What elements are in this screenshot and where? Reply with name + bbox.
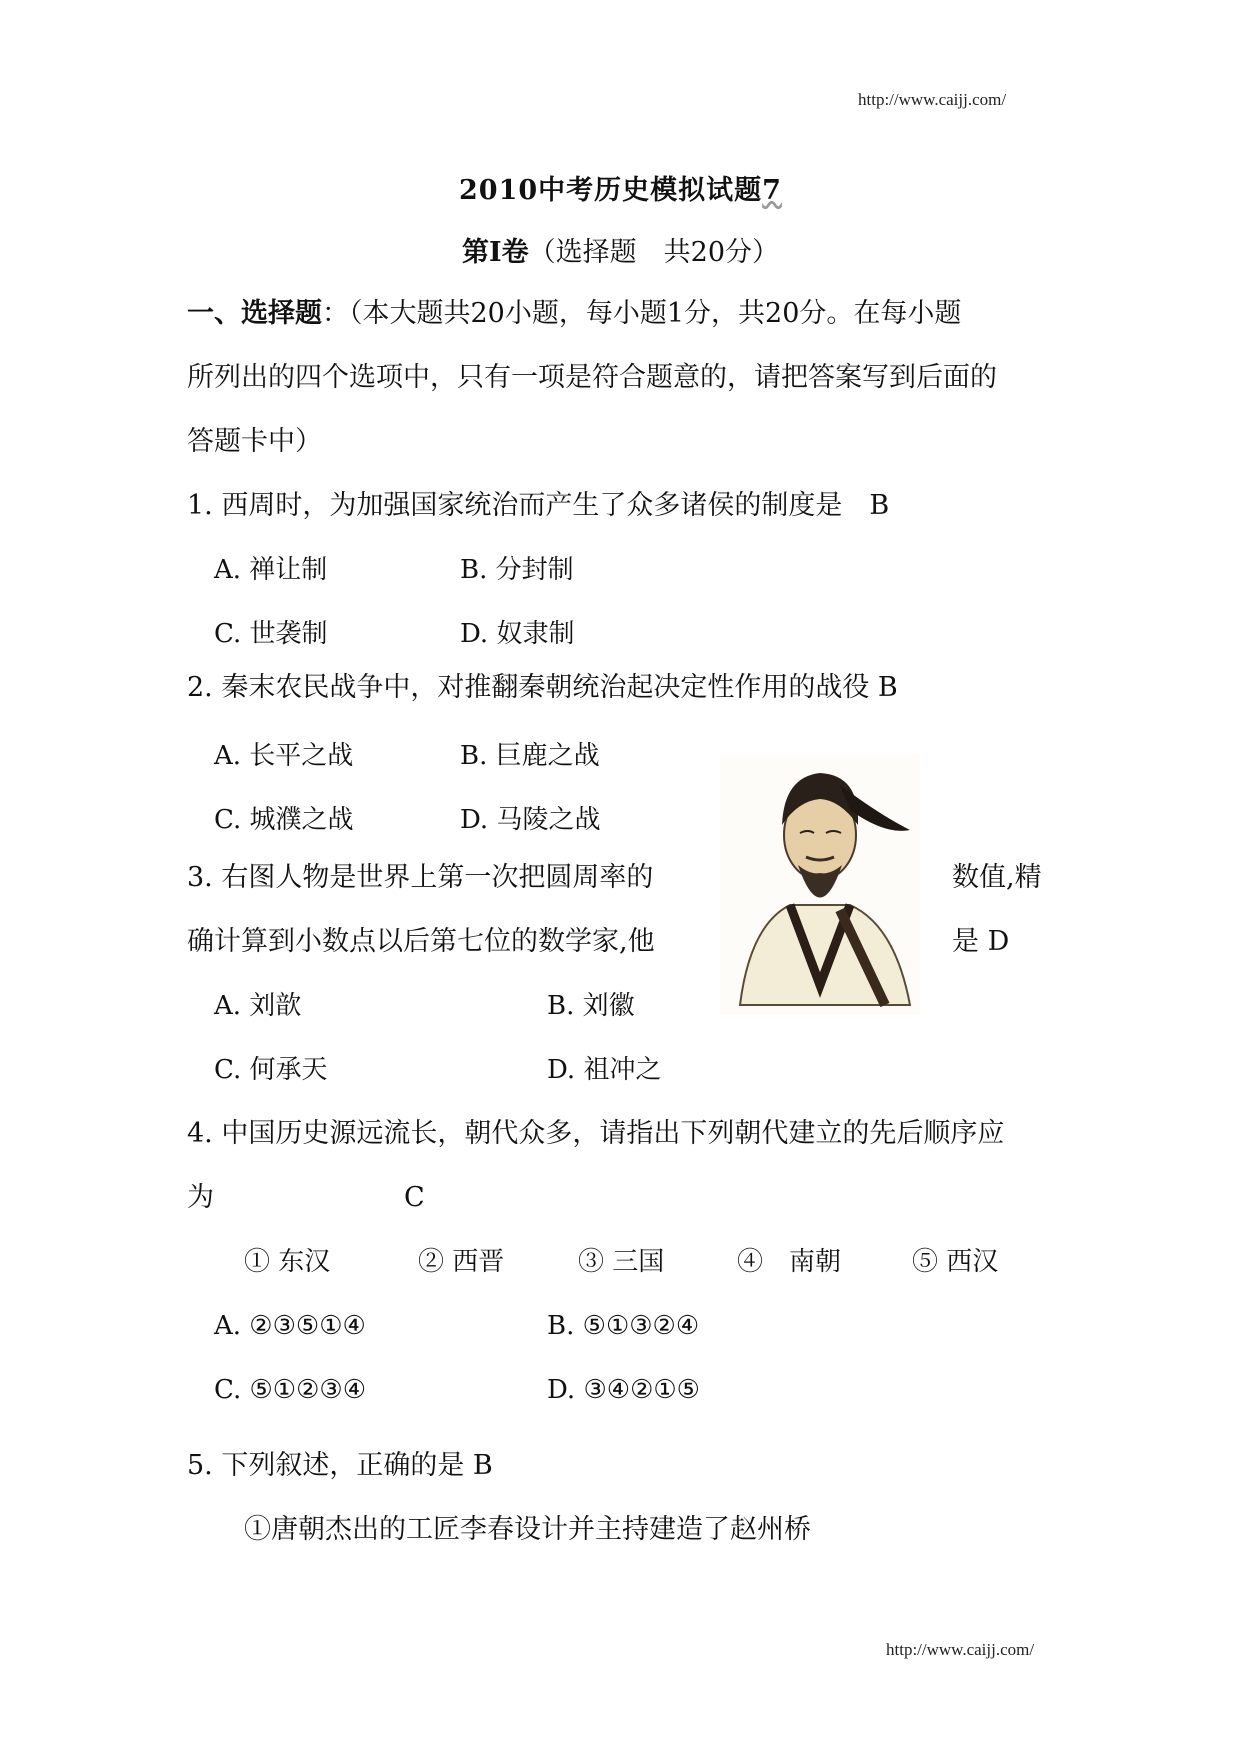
page-title	[0, 168, 1241, 207]
q4-option-d: D. ③④②①⑤	[547, 1375, 700, 1405]
q4-option-a: A. ②③⑤①④	[214, 1311, 366, 1341]
q4-item-3: ③ 三国	[578, 1247, 665, 1277]
question-2-stem: 2. 秦末农民战争中，对推翻秦朝统治起决定性作用的战役 B	[187, 672, 898, 703]
q3-option-a: A. 刘歆	[214, 991, 302, 1021]
subtitle-volume: 第Ⅰ卷	[462, 237, 529, 268]
section-heading: 一、选择题	[187, 298, 322, 329]
question-3-stem-left-2: 确计算到小数点以后第七位的数学家,他	[187, 926, 655, 957]
q2-option-c: C. 城濮之战	[214, 805, 354, 835]
title-number: 7	[762, 175, 782, 206]
q4-item-4: ④ 南朝	[737, 1247, 842, 1277]
q3-option-c: C. 何承天	[214, 1055, 328, 1085]
q4-item-1: ① 东汉	[244, 1247, 331, 1277]
q1-option-d: D. 奴隶制	[460, 619, 575, 649]
subtitle-detail: （选择题 共20分）	[528, 237, 779, 268]
question-3-stem-right-1: 数值,精	[952, 862, 1042, 893]
q1-option-c: C. 世袭制	[214, 619, 328, 649]
instructions-text-1: ：（本大题共20小题，每小题1分，共20分。在每小题	[322, 298, 962, 329]
q3-option-b: B. 刘徽	[547, 991, 635, 1021]
instructions-line-2: 所列出的四个选项中，只有一项是符合题意的，请把答案写到后面的	[187, 362, 997, 393]
q4-item-5: ⑤ 西汉	[912, 1247, 999, 1277]
question-5-stem: 5. 下列叙述，正确的是 B	[187, 1450, 493, 1481]
q1-option-a: A. 禅让制	[214, 555, 328, 585]
q3-option-d: D. 祖冲之	[547, 1055, 662, 1085]
title-text: 2010中考历史模拟试题	[459, 175, 763, 206]
q1-option-b: B. 分封制	[460, 555, 574, 585]
question-4-answer: C	[404, 1182, 425, 1213]
instructions-line-1	[187, 294, 961, 334]
q2-option-a: A. 长平之战	[214, 741, 354, 771]
q2-option-b: B. 巨鹿之战	[460, 741, 600, 771]
question-4-stem-1: 4. 中国历史源远流长，朝代众多，请指出下列朝代建立的先后顺序应	[187, 1118, 1005, 1149]
zu-chongzhi-portrait	[720, 755, 920, 1015]
q4-option-c: C. ⑤①②③④	[214, 1375, 367, 1405]
q2-option-d: D. 马陵之战	[460, 805, 601, 835]
page-subtitle	[0, 230, 1241, 269]
question-4-stem-2: 为	[187, 1182, 214, 1213]
instructions-line-3: 答题卡中）	[187, 426, 322, 457]
q4-item-2: ② 西晋	[418, 1247, 505, 1277]
q4-option-b: B. ⑤①③②④	[547, 1311, 700, 1341]
question-1-stem: 1. 西周时，为加强国家统治而产生了众多诸侯的制度是 B	[187, 490, 890, 521]
question-3-stem-left-1: 3. 右图人物是世界上第一次把圆周率的	[187, 862, 654, 893]
header-url: http://www.caijj.com/	[858, 90, 1007, 109]
footer-url: http://www.caijj.com/	[886, 1640, 1035, 1659]
question-3-stem-right-2: 是 D	[952, 926, 1010, 957]
q5-item-1: ①唐朝杰出的工匠李春设计并主持建造了赵州桥	[244, 1514, 811, 1545]
